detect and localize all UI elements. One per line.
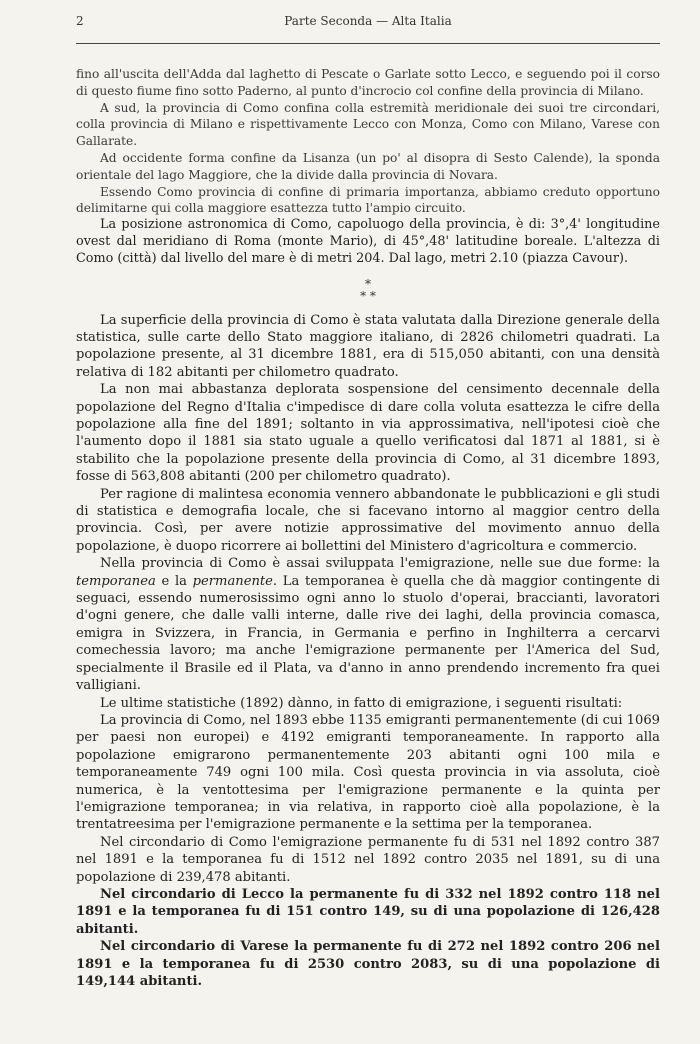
population-section (76, 312, 660, 991)
paragraph: Le ultime statistiche (1892) dànno, in fatto di emigrazione, i seguenti risultati: (100, 695, 623, 711)
emphasis-temporanea: temporanea (76, 573, 156, 589)
paragraph: Nel circondario di Lecco la permanente fu di 332 nel 1892 contro 118 nel 1891 e la temporanea fu di 151 contro 149, su di una popolazione di 126,428 abitanti. (76, 886, 660, 937)
paragraph-small: A sud, la provincia di Como confina colla estremità meridionale dei suoi tre circondari, colla provincia di Milano e rispettivamente Lecco con Monza, Como con Milano, Varese con Gallarate. (76, 100, 660, 149)
page-header (76, 14, 660, 36)
paragraph-emigration-forms: Nella provincia di Como è assai sviluppata l'emigrazione, nelle sue due forme: la temporanea e la permanente. La temporanea è quella che dà maggior contingente di seguaci, essendo numerosissimo ogni anno lo stuolo d'operai, braccianti, lavoratori d'ogni genere, che dalle valli interne, dalle rive dei laghi, della provincia comasca, emigra in Svizzera, in Francia, in Germania e perfino in Inghilterra a cercarvi comechessia lavoro; ma anche l'emigrazione permanente per l'America del Sud, specialmente il Brasile ed il Plata, va d'anno in anno prendendo incremento fra quei valligiani. (76, 556, 660, 694)
page-number: 2 (76, 14, 84, 28)
paragraph: Nel circondario di Varese la permanente fu di 272 nel 1892 contro 206 nel 1891 e la temporanea fu di 2530 contro 2083, su di una popolazione di 149,144 abitanti. (76, 939, 660, 989)
asterism-divider: * * * (360, 276, 376, 303)
paragraph-small: fino all'uscita dell'Adda dal laghetto di Pescate o Garlate sotto Lecco, e seguendo poi il corso di questo fiume fino sotto Paderno, al punto d'incrocio col confine della provincia di Milano. (76, 67, 660, 98)
paragraph: Per ragione di malintesa economia vennero abbandonate le pubblicazioni e gli studi di statistica e demografia locale, che si facevano intorno al maggior centro della provincia. Così, per avere notizie approssimative del movimento annuo della popolazione, è duopo ricorrere ai bollettini del Ministero d'agricoltura e commercio. (76, 486, 660, 554)
paragraph: Nel circondario di Como l'emigrazione permanente fu di 531 nel 1892 contro 387 nel 1891 e la temporanea fu di 1512 nel 1892 contro 2035 nel 1891, su di una popolazione di 239,478 abitanti. (76, 834, 660, 885)
running-title: Parte Seconda — Alta Italia (284, 14, 452, 28)
paragraph: La non mai abbastanza deplorata sospensione del censimento decennale della popolazione del Regno d'Italia c'impedisce di dare colla voluta esattezza le cifre della popolazione alla fine del 1891; soltanto in via approssimativa, nell'ipotesi cioè che l'aumento dopo il 1881 sia stato uguale a quello verificatosi dal 1871 al 1881, si è stabilito che la popolazione presente della provincia di Como, al 31 dicembre 1893, fosse di 563,808 abitanti (200 per chilometro quadrato). (76, 382, 660, 485)
paragraph: La superficie della provincia di Como è stata valutata dalla Direzione generale della statistica, sulle carte dello Stato maggiore italiano, di 2826 chilometri quadrati. La popolazione presente, al 31 dicembre 1881, era di 515,050 abitanti, con una densità relativa di 182 abitanti per chilometro quadrato. (76, 312, 660, 380)
paragraph-small: Ad occidente forma confine da Lisanza (un po' al disopra di Sesto Calende), la sponda orientale del lago Maggiore, che la divide dalla provincia di Novara. (76, 150, 660, 182)
boundary-description (76, 66, 660, 268)
page-body (76, 66, 660, 990)
header-rule (76, 43, 660, 44)
emphasis-permanente: permanente (192, 573, 273, 589)
paragraph-small: Essendo Como provincia di confine di primaria importanza, abbiamo creduto opportuno delimitarne qui colla maggiore esattezza tutto l'ampio circuito. (76, 184, 660, 216)
paragraph-small: La posizione astronomica di Como, capoluogo della provincia, è di: 3°,4' longitudine ovest dal meridiano di Roma (monte Mario), di 45°,48' latitudine boreale. L'altezza di Como (città) dal livello del mare è di metri 204. Dal lago, metri 2.10 (piazza Cavour). (76, 217, 660, 266)
paragraph: La provincia di Como, nel 1893 ebbe 1135 emigranti permanentemente (di cui 1069 per paesi non europei) e 4192 emigranti temporaneamente. In rapporto alla popolazione emigrarono permanentemente 203 abitanti ogni 100 mila e temporaneamente 749 ogni 100 mila. Così questa provincia in via assoluta, cioè numerica, è la ventottesima per l'emigrazione permanente e la quinta per l'emigrazione temporanea; in via relativa, in rapporto cioè alla popolazione, è la trentatreesima per l'emigrazione permanente e la settima per la temporanea. (76, 712, 661, 833)
